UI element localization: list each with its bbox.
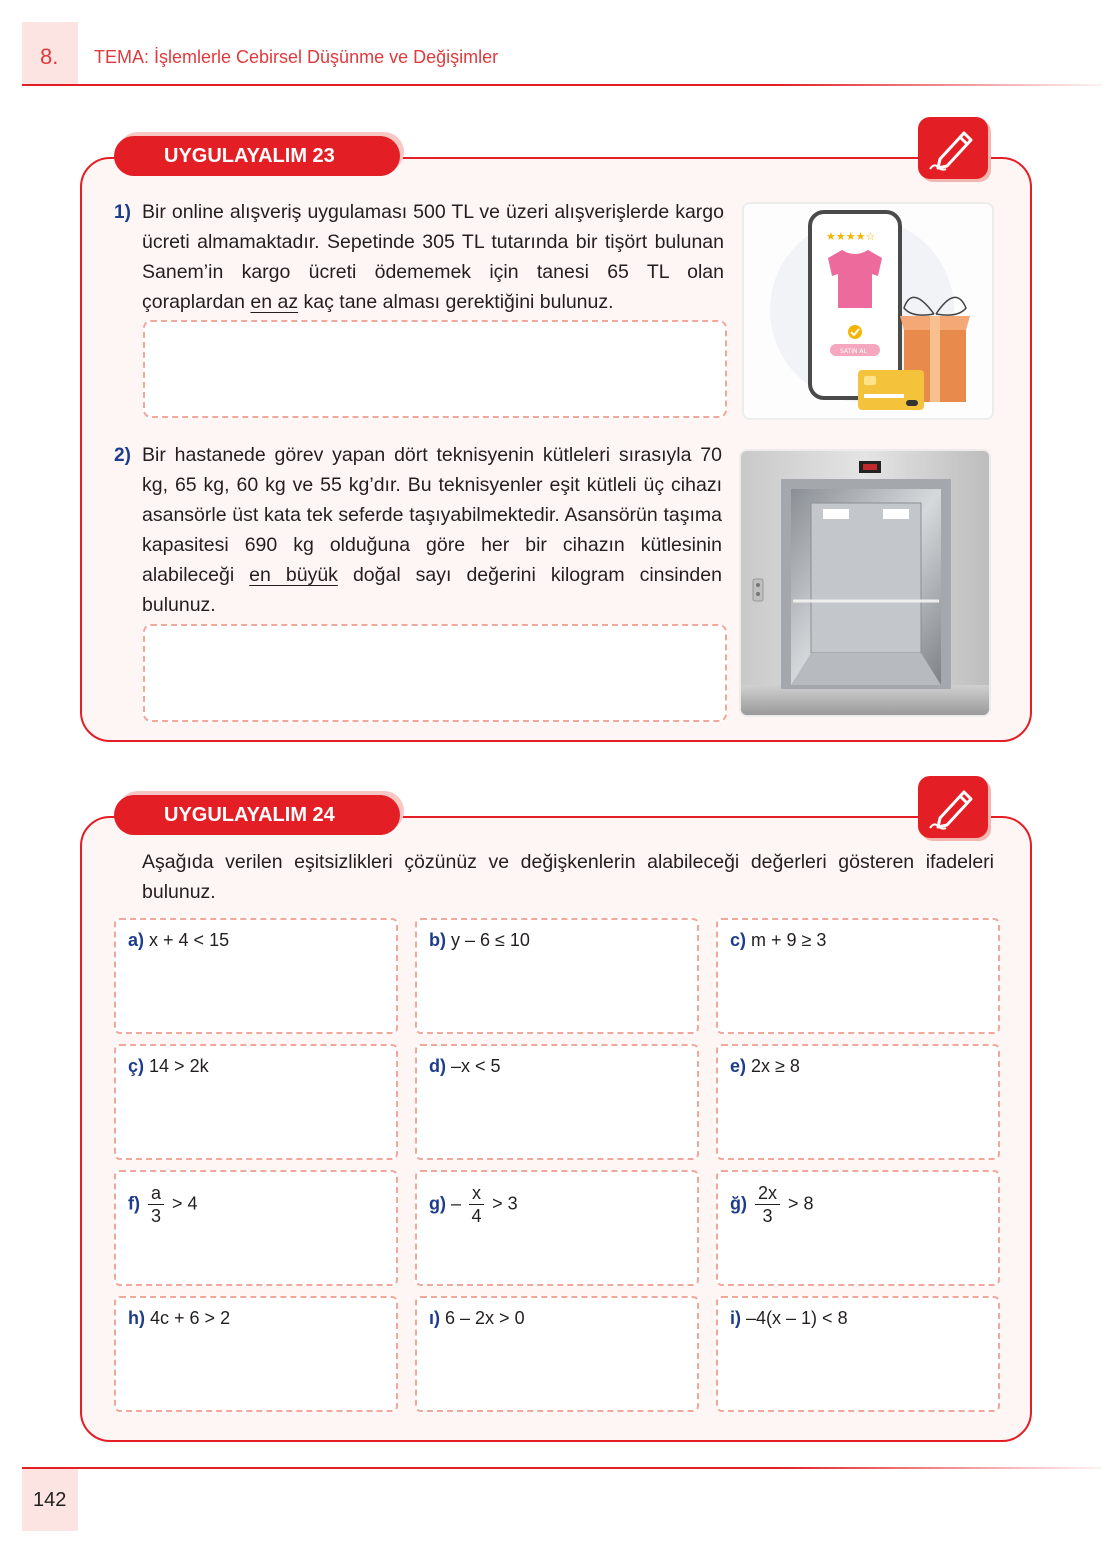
item-letter: f) (128, 1193, 140, 1214)
question-1-answer-box[interactable] (143, 320, 727, 418)
inequality-cell-a[interactable] (114, 918, 398, 1034)
item-expression: 4c + 6 > 2 (150, 1308, 231, 1328)
fraction-denominator: 4 (471, 1206, 482, 1226)
inequality-cell-g-breve[interactable] (716, 1170, 1000, 1286)
item-expression: 14 > 2k (149, 1056, 209, 1076)
question-2-text-end: doğal sayı değerini kilogram cinsinden bulunuz. (142, 564, 722, 616)
item-letter: c) (730, 930, 747, 950)
svg-text:★★★★☆: ★★★★☆ (826, 230, 876, 243)
item-letter: e) (730, 1056, 747, 1076)
item-letter: ı) (429, 1308, 440, 1328)
question-1-text (142, 197, 724, 317)
item-letter: i) (730, 1308, 741, 1328)
question-1-number: 1) (114, 202, 131, 223)
inequality-cell-c[interactable] (716, 918, 1000, 1034)
section-24-title: UYGULAYALIM 24 (114, 795, 400, 835)
header-divider (22, 84, 1102, 86)
inequality-label (429, 1056, 501, 1077)
inequality-label (128, 1308, 230, 1329)
buy-button-label: SATIN AL (840, 348, 867, 355)
inequality-cell-e[interactable] (716, 1044, 1000, 1160)
inequality-label (730, 930, 826, 951)
inequality-label (730, 1056, 800, 1077)
inequality-cell-c-cedilla[interactable] (114, 1044, 398, 1160)
theme-title: TEMA: İşlemlerle Cebirsel Düşünme ve Değişimler (94, 47, 499, 67)
item-expression: –x < 5 (451, 1056, 501, 1076)
item-letter: a) (128, 930, 145, 950)
pencil-icon (926, 123, 980, 175)
fraction-denominator: 3 (762, 1206, 773, 1226)
fraction-numerator: x (469, 1182, 484, 1205)
inequality-label (429, 930, 530, 951)
question-2-emphasis: en büyük (249, 564, 338, 586)
question-2-answer-box[interactable] (143, 624, 727, 722)
inequality-cell-dotless-i[interactable] (415, 1296, 699, 1412)
question-1-text-end: kaç tane alması gerektiğini bulunuz. (298, 291, 614, 313)
item-letter: h) (128, 1308, 145, 1328)
fraction-denominator: 3 (151, 1206, 162, 1226)
item-letter: ğ) (730, 1193, 747, 1214)
inequality-cell-g[interactable] (415, 1170, 699, 1286)
inequality-label (128, 1056, 209, 1077)
fraction (148, 1182, 164, 1227)
pencil-icon (926, 782, 980, 834)
fraction-numerator: 2x (755, 1182, 780, 1205)
inequality-cell-h[interactable] (114, 1296, 398, 1412)
footer-divider (22, 1467, 1102, 1469)
fraction (469, 1182, 484, 1227)
item-sign: – (451, 1193, 462, 1214)
inequality-label (128, 930, 229, 951)
inequality-cell-d[interactable] (415, 1044, 699, 1160)
inequality-label (429, 1182, 518, 1227)
inequality-cell-b[interactable] (415, 918, 699, 1034)
question-2-number: 2) (114, 445, 131, 466)
item-expression: m + 9 ≥ 3 (751, 930, 827, 950)
inequality-cell-i[interactable] (716, 1296, 1000, 1412)
item-expression: –4(x – 1) < 8 (746, 1308, 848, 1328)
elevator-illustration (739, 449, 991, 717)
item-expression: 2x ≥ 8 (751, 1056, 800, 1076)
inequality-label (128, 1182, 198, 1227)
inequality-label (730, 1182, 814, 1227)
fraction-numerator: a (148, 1182, 164, 1205)
pencil-badge (918, 776, 988, 838)
inequality-label (730, 1308, 848, 1329)
inequality-cell-f[interactable] (114, 1170, 398, 1286)
item-letter: d) (429, 1056, 446, 1076)
page-number: 142 (33, 1489, 67, 1511)
item-letter: ç) (128, 1056, 145, 1076)
section-23-title: UYGULAYALIM 23 (114, 136, 400, 176)
item-expression: > 4 (172, 1193, 198, 1214)
item-letter: b) (429, 930, 446, 950)
inequality-label (429, 1308, 525, 1329)
question-2-text-part: Bir hastanede görev yapan dört teknisyenin kütleleri sırasıyla 70 kg, 65 kg, 60 kg ve 55 kg’dır. Bu teknisyenler eşit kütleli üç cihazı asansörle üst kata tek seferde taşıyabilmektedir. Asansörün taşıma kapasitesi 690 kg olduğuna göre her bir cihazın kütlesinin alabileceği (142, 444, 722, 586)
pencil-badge (918, 117, 988, 179)
item-expression: x + 4 < 15 (149, 930, 230, 950)
item-expression: > 3 (492, 1193, 518, 1214)
grade-number: 8. (40, 44, 59, 69)
item-expression: y – 6 ≤ 10 (451, 930, 530, 950)
question-1-text-part: Bir online alışveriş uygulaması 500 TL ve üzeri alışverişlerde kargo ücreti almamaktadır. Sepetinde 305 TL tutarında bir tişört bulunan Sanem’in kargo ücreti ödememek için tanesi 65 TL olan çoraplardan (142, 201, 724, 313)
question-1-emphasis: en az (250, 291, 299, 313)
fraction (755, 1182, 780, 1227)
item-expression: > 8 (788, 1193, 814, 1214)
shopping-phone-illustration (742, 202, 994, 420)
section-24-instruction: Aşağıda verilen eşitsizlikleri çözünüz ve değişkenlerin alabileceği değerleri gösteren ifadeleri bulunuz. (142, 851, 994, 903)
question-2-text (142, 440, 722, 620)
item-letter: g) (429, 1193, 446, 1214)
item-expression: 6 – 2x > 0 (445, 1308, 525, 1328)
